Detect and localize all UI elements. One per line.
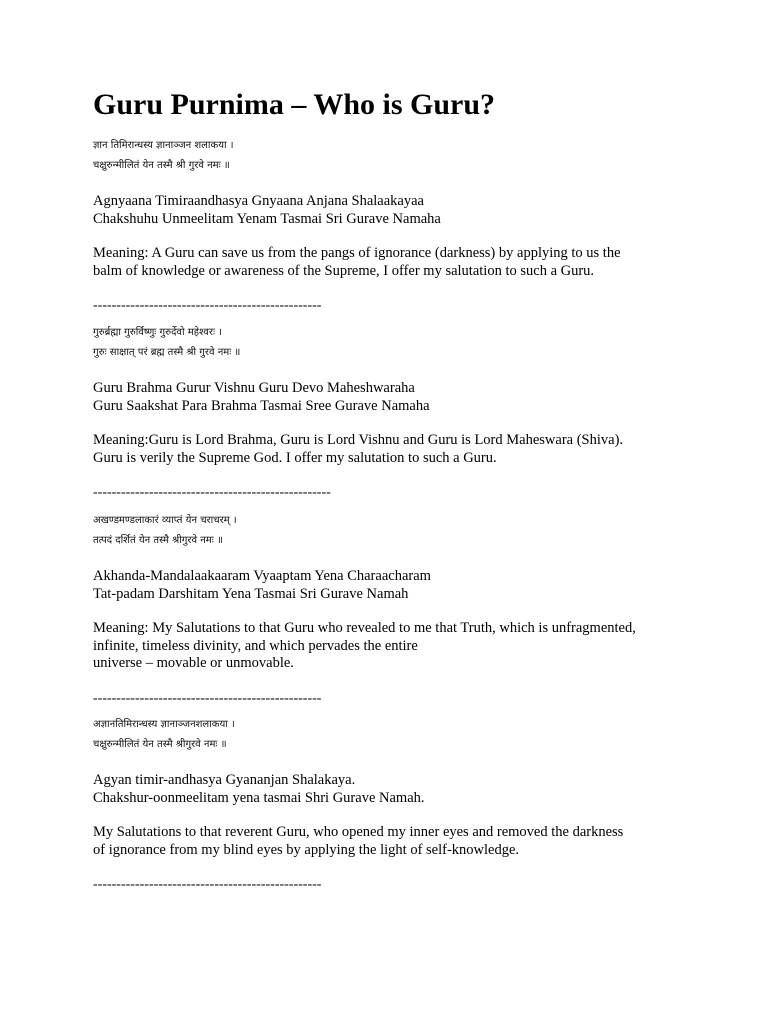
- page-title: Guru Purnima – Who is Guru?: [93, 88, 496, 121]
- meaning-line: Meaning: My Salutations to that Guru who revealed to me that Truth, which is unfragmented,: [93, 620, 636, 636]
- meaning-line: infinite, timeless divinity, and which pervades the entire: [93, 637, 418, 654]
- transliteration-line: Agyan timir-andhasya Gyananjan Shalakaya.: [93, 772, 356, 788]
- transliteration-line: Guru Brahma Gurur Vishnu Guru Devo Maheshwaraha: [93, 380, 415, 396]
- separator-line: -------------------------------------------------: [93, 690, 322, 706]
- sanskrit-line: ज्ञान तिमिरान्धस्य ज्ञानाञ्जन शलाकया ।: [93, 140, 234, 151]
- transliteration: [93, 772, 693, 807]
- sanskrit-line: चक्षुरुन्मीलितं येन तस्मै श्रीगुरवे नमः ॥: [93, 739, 227, 750]
- transliteration-line: Guru Saakshat Para Brahma Tasmai Sree Gurave Namaha: [93, 397, 430, 414]
- transliteration: [93, 193, 693, 228]
- separator-line: ---------------------------------------------------: [93, 485, 331, 500]
- separator-line: -------------------------------------------------: [93, 877, 322, 892]
- meaning-paragraph: [93, 824, 693, 859]
- meaning-paragraph: [93, 245, 693, 280]
- sanskrit-line: अज्ञानतिमिरान्धस्य ज्ञानाञ्जनशलाकया ।: [93, 719, 235, 730]
- sanskrit-line: गुरुः साक्षात् परं ब्रह्म तस्मै श्री गुरवे नमः ॥: [93, 347, 241, 358]
- meaning-line: Guru is verily the Supreme God. I offer my salutation to such a Guru.: [93, 449, 497, 466]
- sanskrit-line: चक्षुरुन्मीलितं येन तस्मै श्री गुरवे नमः ॥: [93, 160, 230, 171]
- sanskrit-line: तत्पदं दर्शितं येन तस्मै श्रीगुरवे नमः ॥: [93, 535, 223, 546]
- transliteration-line: Agnyaana Timiraandhasya Gnyaana Anjana Shalaakayaa: [93, 193, 424, 209]
- verse-section-4: [93, 715, 693, 893]
- verse-section-2: [93, 323, 693, 501]
- transliteration: [93, 568, 693, 603]
- meaning-line: My Salutations to that reverent Guru, who opened my inner eyes and removed the darkness: [93, 824, 624, 840]
- transliteration-line: Tat-padam Darshitam Yena Tasmai Sri Gurave Namah: [93, 585, 409, 602]
- meaning-line: of ignorance from my blind eyes by applying the light of self-knowledge.: [93, 841, 520, 858]
- transliteration-line: Chakshuhu Unmeelitam Yenam Tasmai Sri Gurave Namaha: [93, 210, 441, 227]
- transliteration-line: Chakshur-oonmeelitam yena tasmai Shri Gurave Namah.: [93, 789, 425, 806]
- verse-section-1: [93, 136, 693, 314]
- meaning-paragraph: [93, 620, 693, 673]
- meaning-line: universe – movable or unmovable.: [93, 655, 294, 671]
- sanskrit-line: गुरुर्ब्रह्मा गुरुर्विष्णुः गुरुर्देवो महेश्वरः ।: [93, 327, 222, 338]
- meaning-line: balm of knowledge or awareness of the Supreme, I offer my salutation to such a Guru.: [93, 262, 595, 279]
- meaning-paragraph: [93, 432, 693, 467]
- sanskrit-line: अखण्डमण्डलाकारं व्याप्तं येन चराचरम् ।: [93, 515, 237, 526]
- transliteration-line: Akhanda-Mandalaakaaram Vyaaptam Yena Charaacharam: [93, 568, 431, 584]
- transliteration: [93, 380, 693, 415]
- verse-section-3: [93, 511, 693, 707]
- separator-line: -------------------------------------------------: [93, 298, 322, 313]
- meaning-line: Meaning:Guru is Lord Brahma, Guru is Lord Vishnu and Guru is Lord Maheswara (Shiva).: [93, 432, 624, 448]
- meaning-line: Meaning: A Guru can save us from the pangs of ignorance (darkness) by applying to us the: [93, 245, 621, 261]
